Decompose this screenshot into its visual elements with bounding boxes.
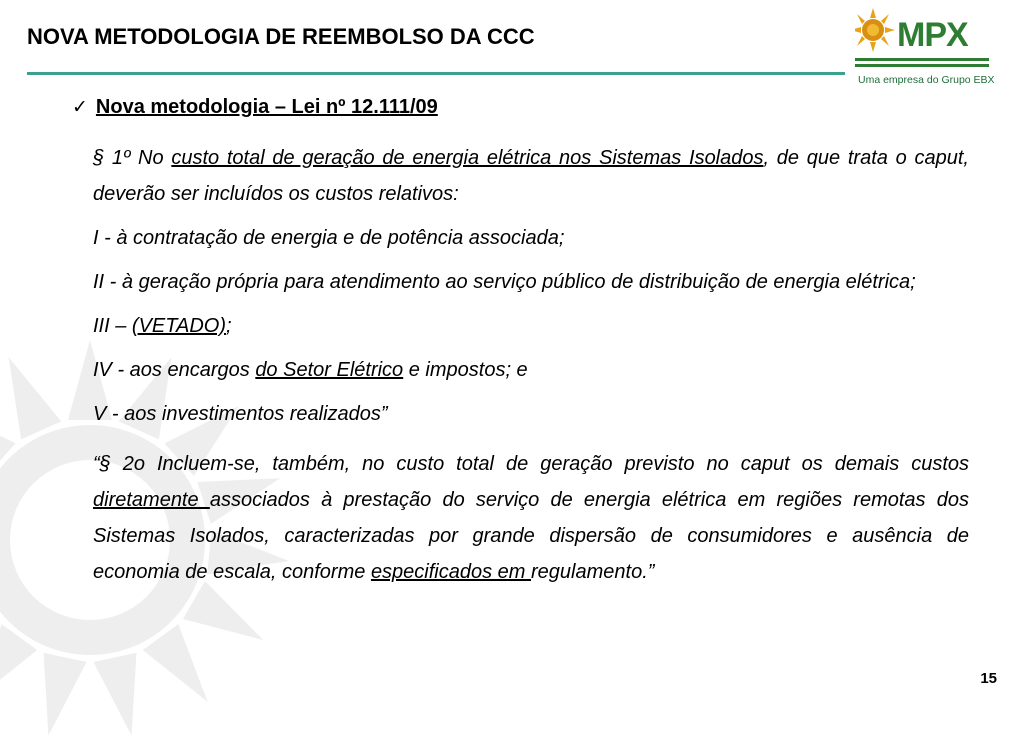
slide-title: NOVA METODOLOGIA DE REEMBOLSO DA CCC: [27, 24, 535, 49]
p4-underlined: (VETADO): [131, 315, 226, 337]
sun-logo-icon: [855, 8, 895, 52]
p7-text-a: “§ 2o Incluem-se, também, no custo total de geração previsto no caput os demais custos: [93, 453, 969, 475]
paragraph-1: [93, 140, 969, 212]
p7-underlined-2: especificados em: [370, 561, 532, 583]
p4-text-a: III –: [93, 315, 132, 337]
p7-text-b: associados à prestação do serviço de energia elétrica em regiões remotas dos Sistemas Isolados, caracterizadas por grande dispersão de consumidores e ausência de economia de escala, conforme: [93, 489, 970, 583]
p5-text-b: e impostos; e: [403, 359, 528, 381]
paragraph-3: II - à geração própria para atendimento ao serviço público de distribuição de energia elétrica;: [93, 271, 916, 293]
paragraph-7: [93, 446, 969, 590]
logo-mark: MPX: [897, 16, 968, 54]
checkmark-icon: ✓: [72, 97, 88, 118]
paragraph-4: [93, 308, 969, 344]
p7-underlined-1: diretamente: [93, 489, 210, 511]
section-heading: [72, 96, 438, 119]
paragraph-2: I - à contratação de energia e de potência associada;: [93, 227, 565, 249]
paragraph-5: [93, 352, 969, 388]
p5-text-a: IV - aos encargos: [93, 359, 256, 381]
p5-underlined: do Setor Elétrico: [255, 359, 404, 381]
title-divider: [27, 72, 845, 75]
heading-text: Nova metodologia – Lei nº 12.111/09: [95, 96, 438, 118]
paragraph-6: V - aos investimentos realizados”: [93, 403, 388, 425]
law-text: [93, 140, 969, 598]
logo-tagline: Uma empresa do Grupo EBX: [858, 74, 995, 86]
p1-text-b: , de que trata o caput, deverão ser incluídos os custos relativos:: [93, 147, 969, 205]
p7-text-c: regulamento.”: [531, 561, 655, 583]
p1-text-a: § 1º No: [93, 147, 172, 169]
page-number: 15: [980, 670, 997, 687]
p4-text-b: ;: [225, 315, 232, 337]
p1-underlined: custo total de geração de energia elétrica nos Sistemas Isolados: [171, 147, 764, 169]
